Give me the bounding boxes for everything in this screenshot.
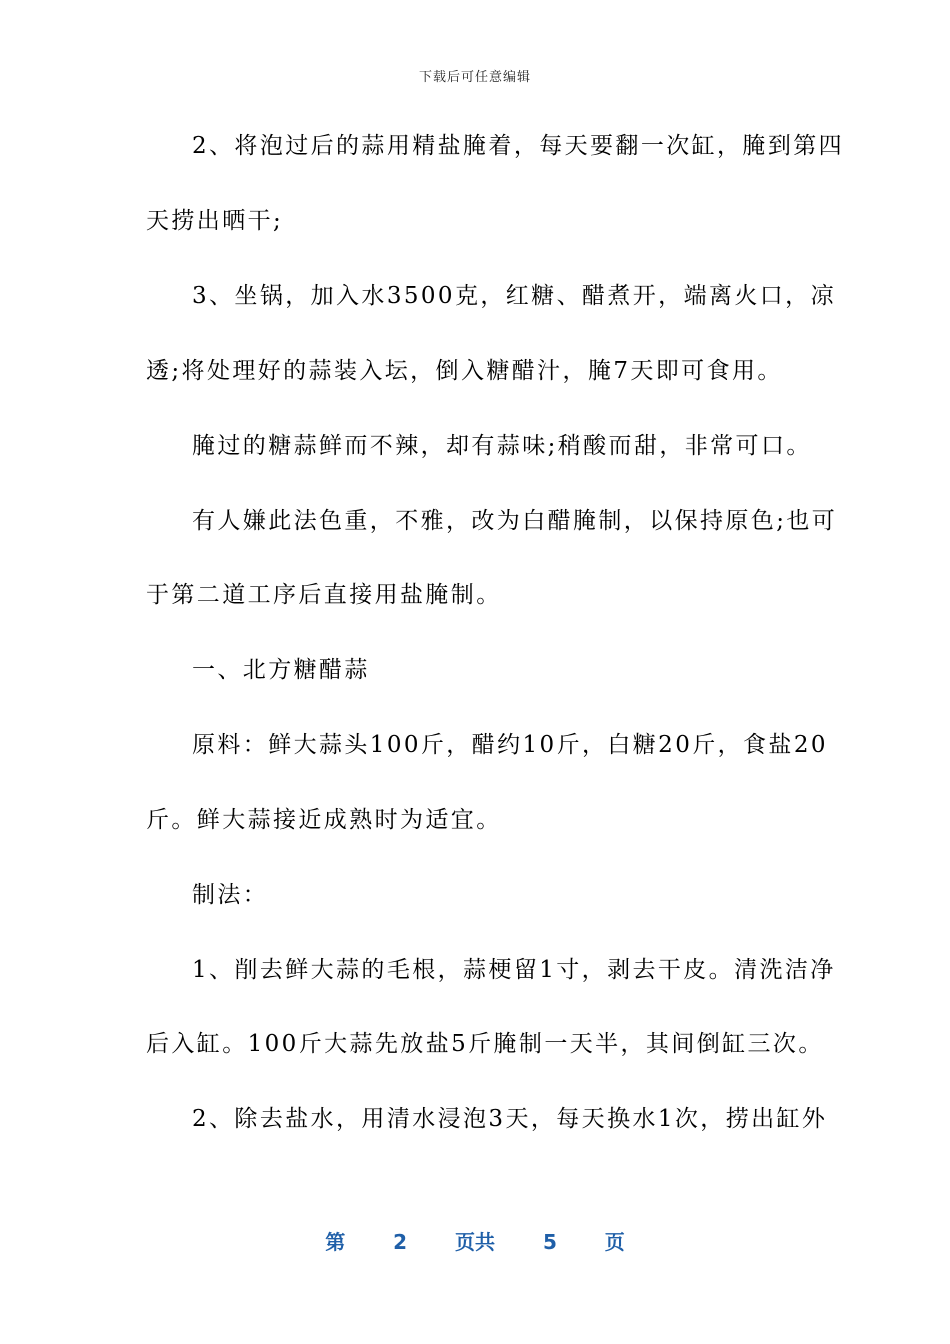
paragraph-line: 透;将处理好的蒜装入坛，倒入糖醋汁，腌7天即可食用。	[146, 358, 783, 384]
paragraph-line: 腌过的糖蒜鲜而不辣，却有蒜味;稍酸而甜，非常可口。	[192, 433, 812, 459]
page-footer	[0, 1226, 950, 1255]
paragraph-line: 有人嫌此法色重，不雅，改为白醋腌制，以保持原色;也可	[192, 508, 838, 534]
paragraph-line: 原料：鲜大蒜头100斤，醋约10斤，白糖20斤，食盐20	[192, 732, 828, 758]
paragraph-line: 后入缸。100斤大蒜先放盐5斤腌制一天半，其间倒缸三次。	[146, 1031, 824, 1057]
paragraph-line: 于第二道工序后直接用盐腌制。	[146, 582, 502, 608]
paragraph-line: 2、除去盐水，用清水浸泡3天，每天换水1次，捞出缸外	[192, 1106, 828, 1132]
paragraph-line: 天捞出晒干;	[146, 208, 284, 234]
page-label-suffix: 页	[604, 1230, 625, 1254]
total-pages-number: 5	[542, 1230, 557, 1254]
paragraph-line: 斤。鲜大蒜接近成熟时为适宜。	[146, 807, 502, 833]
paragraph-line: 2、将泡过后的蒜用精盐腌着，每天要翻一次缸，腌到第四	[192, 133, 845, 159]
page-label-mid: 页共	[455, 1230, 495, 1254]
current-page-number: 2	[393, 1230, 408, 1254]
section-heading: 一、北方糖醋蒜	[192, 657, 370, 683]
page-header: 下载后可任意编辑	[418, 70, 531, 85]
paragraph-line: 3、坐锅，加入水3500克，红糖、醋煮开，端离火口，凉	[192, 283, 836, 309]
paragraph-line: 制法：	[192, 882, 269, 908]
page-label-prefix: 第	[325, 1230, 346, 1254]
paragraph-line: 1、削去鲜大蒜的毛根，蒜梗留1寸，剥去干皮。清洗洁净	[192, 957, 836, 983]
